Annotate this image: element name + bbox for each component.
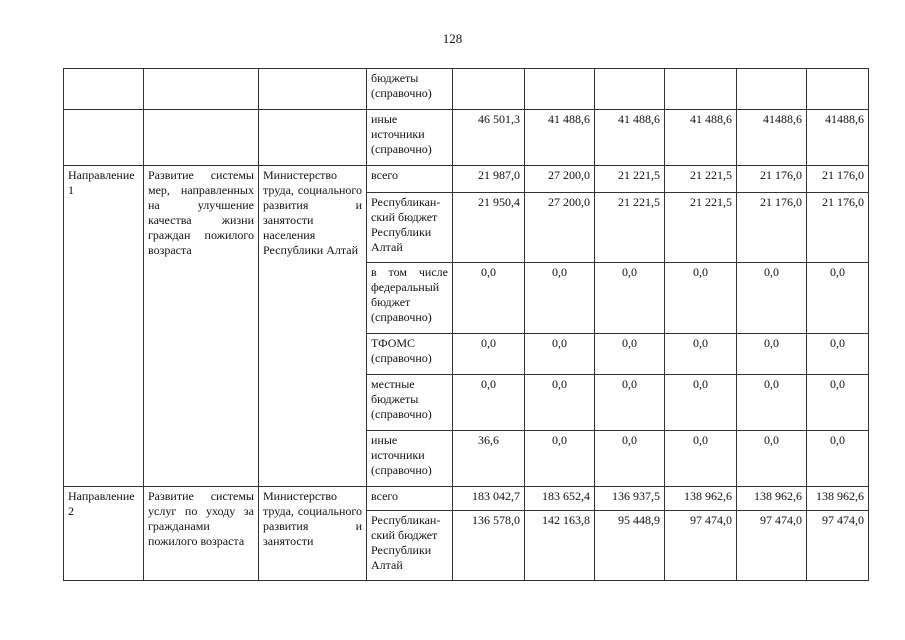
- value-cell: 21 221,5: [665, 193, 737, 263]
- value-cell: [525, 69, 595, 110]
- value-cell: 41 488,6: [525, 110, 595, 166]
- table-row: [64, 166, 869, 193]
- value-cell: 95 448,9: [595, 511, 665, 581]
- value-cell: 0,0: [453, 263, 525, 334]
- activity-cell: [144, 110, 259, 166]
- value-cell: 21 221,5: [595, 193, 665, 263]
- value-cell: 97 474,0: [807, 511, 869, 581]
- value-cell: 0,0: [665, 334, 737, 375]
- direction-cell: Направление 1: [64, 166, 144, 487]
- value-cell: 0,0: [737, 263, 807, 334]
- direction-cell: Направление 2: [64, 487, 144, 581]
- source-cell: иные источники (справочно): [367, 110, 453, 166]
- value-cell: [665, 69, 737, 110]
- value-cell: 21 950,4: [453, 193, 525, 263]
- value-cell: [453, 69, 525, 110]
- value-cell: 0,0: [595, 375, 665, 431]
- activity-cell: Развитие системы услуг по уходу за гражданами пожилого возраста: [144, 487, 259, 581]
- executor-cell: Министерство труда, социального развития и занятости населения Республики Алтай: [259, 166, 367, 487]
- executor-cell: Министерство труда, социального развития и занятости: [259, 487, 367, 581]
- value-cell: 0,0: [525, 263, 595, 334]
- value-cell: 0,0: [453, 375, 525, 431]
- value-cell: 21 176,0: [737, 166, 807, 193]
- value-cell: 0,0: [665, 375, 737, 431]
- value-cell: 0,0: [737, 334, 807, 375]
- value-cell: 41 488,6: [665, 110, 737, 166]
- value-cell: 142 163,8: [525, 511, 595, 581]
- value-cell: 0,0: [807, 263, 869, 334]
- value-cell: 0,0: [807, 334, 869, 375]
- table-row: [64, 110, 869, 166]
- value-cell: 136 578,0: [453, 511, 525, 581]
- activity-cell: [144, 69, 259, 110]
- value-cell: 0,0: [595, 431, 665, 487]
- value-cell: 36,6: [453, 431, 525, 487]
- budget-table: [63, 68, 869, 581]
- value-cell: 41488,6: [807, 110, 869, 166]
- executor-cell: [259, 110, 367, 166]
- value-cell: [737, 69, 807, 110]
- source-cell: ТФОМС (справочно): [367, 334, 453, 375]
- source-cell: Республикан-ский бюджет Республики Алтай: [367, 193, 453, 263]
- source-cell: Республикан-ский бюджет Республики Алтай: [367, 511, 453, 581]
- value-cell: 21 176,0: [807, 193, 869, 263]
- value-cell: 21 176,0: [737, 193, 807, 263]
- activity-cell: Развитие системы мер, направленных на улучшение качества жизни граждан пожилого возраста: [144, 166, 259, 487]
- table-row: [64, 69, 869, 110]
- value-cell: 138 962,6: [737, 487, 807, 511]
- value-cell: 0,0: [595, 334, 665, 375]
- value-cell: 0,0: [525, 375, 595, 431]
- value-cell: 183 652,4: [525, 487, 595, 511]
- value-cell: 138 962,6: [807, 487, 869, 511]
- source-cell: иные источники (справочно): [367, 431, 453, 487]
- direction-cell: [64, 69, 144, 110]
- value-cell: 41 488,6: [595, 110, 665, 166]
- value-cell: 0,0: [807, 375, 869, 431]
- value-cell: 21 221,5: [595, 166, 665, 193]
- source-cell: всего: [367, 166, 453, 193]
- direction-cell: [64, 110, 144, 166]
- value-cell: 0,0: [453, 334, 525, 375]
- value-cell: 27 200,0: [525, 166, 595, 193]
- value-cell: 0,0: [737, 375, 807, 431]
- value-cell: 0,0: [807, 431, 869, 487]
- value-cell: 21 221,5: [665, 166, 737, 193]
- value-cell: 136 937,5: [595, 487, 665, 511]
- value-cell: 0,0: [525, 431, 595, 487]
- value-cell: [595, 69, 665, 110]
- value-cell: 21 176,0: [807, 166, 869, 193]
- value-cell: 0,0: [595, 263, 665, 334]
- page-number: 128: [442, 31, 463, 46]
- value-cell: 97 474,0: [665, 511, 737, 581]
- value-cell: 0,0: [737, 431, 807, 487]
- value-cell: 21 987,0: [453, 166, 525, 193]
- source-cell: всего: [367, 487, 453, 511]
- value-cell: 183 042,7: [453, 487, 525, 511]
- value-cell: 46 501,3: [453, 110, 525, 166]
- value-cell: 0,0: [665, 263, 737, 334]
- value-cell: 27 200,0: [525, 193, 595, 263]
- source-cell: в том числе федеральный бюджет (справочно): [367, 263, 453, 334]
- executor-cell: [259, 69, 367, 110]
- table-row: [64, 487, 869, 511]
- value-cell: 0,0: [665, 431, 737, 487]
- value-cell: 41488,6: [737, 110, 807, 166]
- source-cell: бюджеты (справочно): [367, 69, 453, 110]
- value-cell: [807, 69, 869, 110]
- value-cell: 0,0: [525, 334, 595, 375]
- source-cell: местные бюджеты (справочно): [367, 375, 453, 431]
- value-cell: 97 474,0: [737, 511, 807, 581]
- value-cell: 138 962,6: [665, 487, 737, 511]
